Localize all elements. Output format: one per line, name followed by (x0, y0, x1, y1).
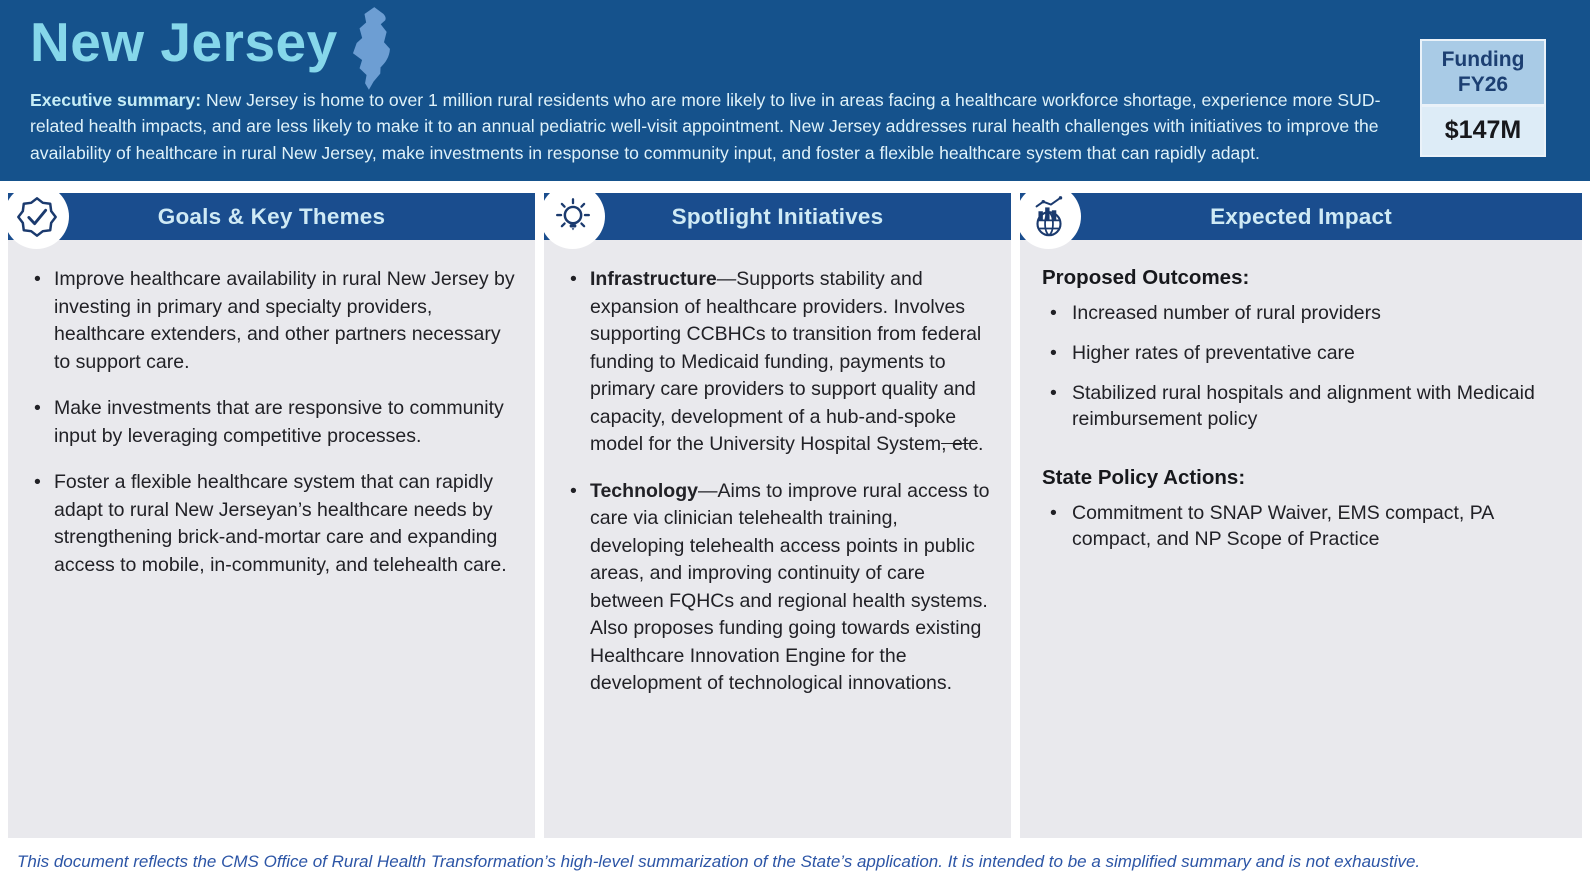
funding-label (1422, 41, 1544, 104)
footer-disclaimer: This document reflects the CMS Office of Rural Health Transformation’s high-level summarization of the State’s application. It is intended to be a simplified summary and is not exhaustive. (17, 852, 1421, 871)
goals-icon-circle (4, 184, 69, 249)
initiative-end: . (977, 433, 984, 455)
page-title: New Jersey (30, 11, 338, 73)
list-item (564, 266, 991, 459)
chart-globe-icon (1026, 194, 1072, 240)
initiative-body: —Aims to improve rural access to care via clinician telehealth training, developing telehealth access points in public areas, and improving continuity of care between FQHCs and regional health systems. Also proposes funding going towards existing Healthcare Innovation Engine for the development of technological innovations. (590, 479, 990, 694)
outcomes-bullet-list (1040, 300, 1562, 432)
impact-body (1020, 240, 1582, 838)
spotlight-header-title: Spotlight Initiatives (671, 203, 884, 229)
list-item: • Make investments that are responsive to community input by leveraging competitive processes. (28, 395, 515, 450)
list-item: • Improve healthcare availability in rural New Jersey by investing in primary and specialty providers, healthcare extenders, and other partners necessary to support care. (28, 266, 515, 376)
spotlight-body (544, 240, 1011, 838)
list-item: • Commitment to SNAP Waiver, EMS compact, PA compact, and NP Scope of Practice (1040, 500, 1562, 552)
column-impact (1020, 193, 1582, 838)
column-spotlight (544, 193, 1011, 838)
goals-bullet-list (28, 266, 515, 579)
spotlight-header-bar (544, 193, 1011, 240)
executive-summary-text: New Jersey is home to over 1 million rural residents who are more likely to live in areas facing a healthcare workforce shortage, experience more SUD-related health impacts, and are less likely to make it to an annual pediatric well-visit appointment. New Jersey addresses rural health challenges with initiatives to improve the availability of healthcare in rural New Jersey, make investments in response to community input, and foster a flexible healthcare system that can rapidly adapt. (30, 90, 1381, 163)
seal-check-icon (14, 194, 60, 240)
goals-header-title: Goals & Key Themes (157, 203, 386, 229)
initiative-lead: Infrastructure (590, 268, 717, 290)
goals-body (8, 240, 535, 838)
list-item: • Foster a flexible healthcare system that can rapidly adapt to rural New Jerseyan’s healthcare needs by strengthening brick-and-mortar care and expanding access to mobile, in-community, and telehealth care. (28, 469, 515, 579)
funding-amount: $147M (1422, 107, 1544, 155)
initiative-body: —Supports stability and expansion of healthcare providers. Involves supporting CCBHCs to transition from federal funding to Medicaid funding, payments to primary care providers to support quality and capacity, development of a hub-and-spoke model for the University Hospital System (590, 268, 982, 455)
executive-summary-label: Executive summary: (30, 90, 202, 110)
funding-label-line1: Funding (1441, 48, 1525, 71)
lightbulb-icon (550, 194, 596, 240)
funding-box (1420, 39, 1546, 157)
impact-icon-circle (1016, 184, 1081, 249)
section-heading: State Policy Actions: (1042, 466, 1246, 489)
proposed-outcomes-section (1040, 266, 1562, 432)
new-jersey-state-icon (336, 4, 407, 95)
goals-header-bar (8, 193, 535, 240)
list-item: • Stabilized rural hospitals and alignment with Medicaid reimbursement policy (1040, 380, 1562, 432)
list-item: • Increased number of rural providers (1040, 300, 1562, 326)
columns-row (8, 193, 1582, 838)
spotlight-bullet-list (564, 266, 991, 698)
funding-label-line2: FY26 (1457, 73, 1509, 97)
initiative-lead: Technology (590, 479, 698, 502)
state-policy-actions-section (1040, 466, 1562, 552)
spotlight-icon-circle (540, 184, 605, 249)
column-goals (8, 193, 535, 838)
executive-summary (30, 87, 1402, 166)
list-item: • Higher rates of preventative care (1040, 340, 1562, 366)
list-item (564, 478, 991, 698)
header-band (0, 0, 1590, 181)
impact-header-title: Expected Impact (1210, 203, 1392, 229)
impact-header-bar (1020, 193, 1582, 240)
initiative-struck-text: , etc (941, 433, 978, 455)
section-heading: Proposed Outcomes: (1042, 266, 1250, 289)
policy-bullet-list (1040, 500, 1562, 552)
